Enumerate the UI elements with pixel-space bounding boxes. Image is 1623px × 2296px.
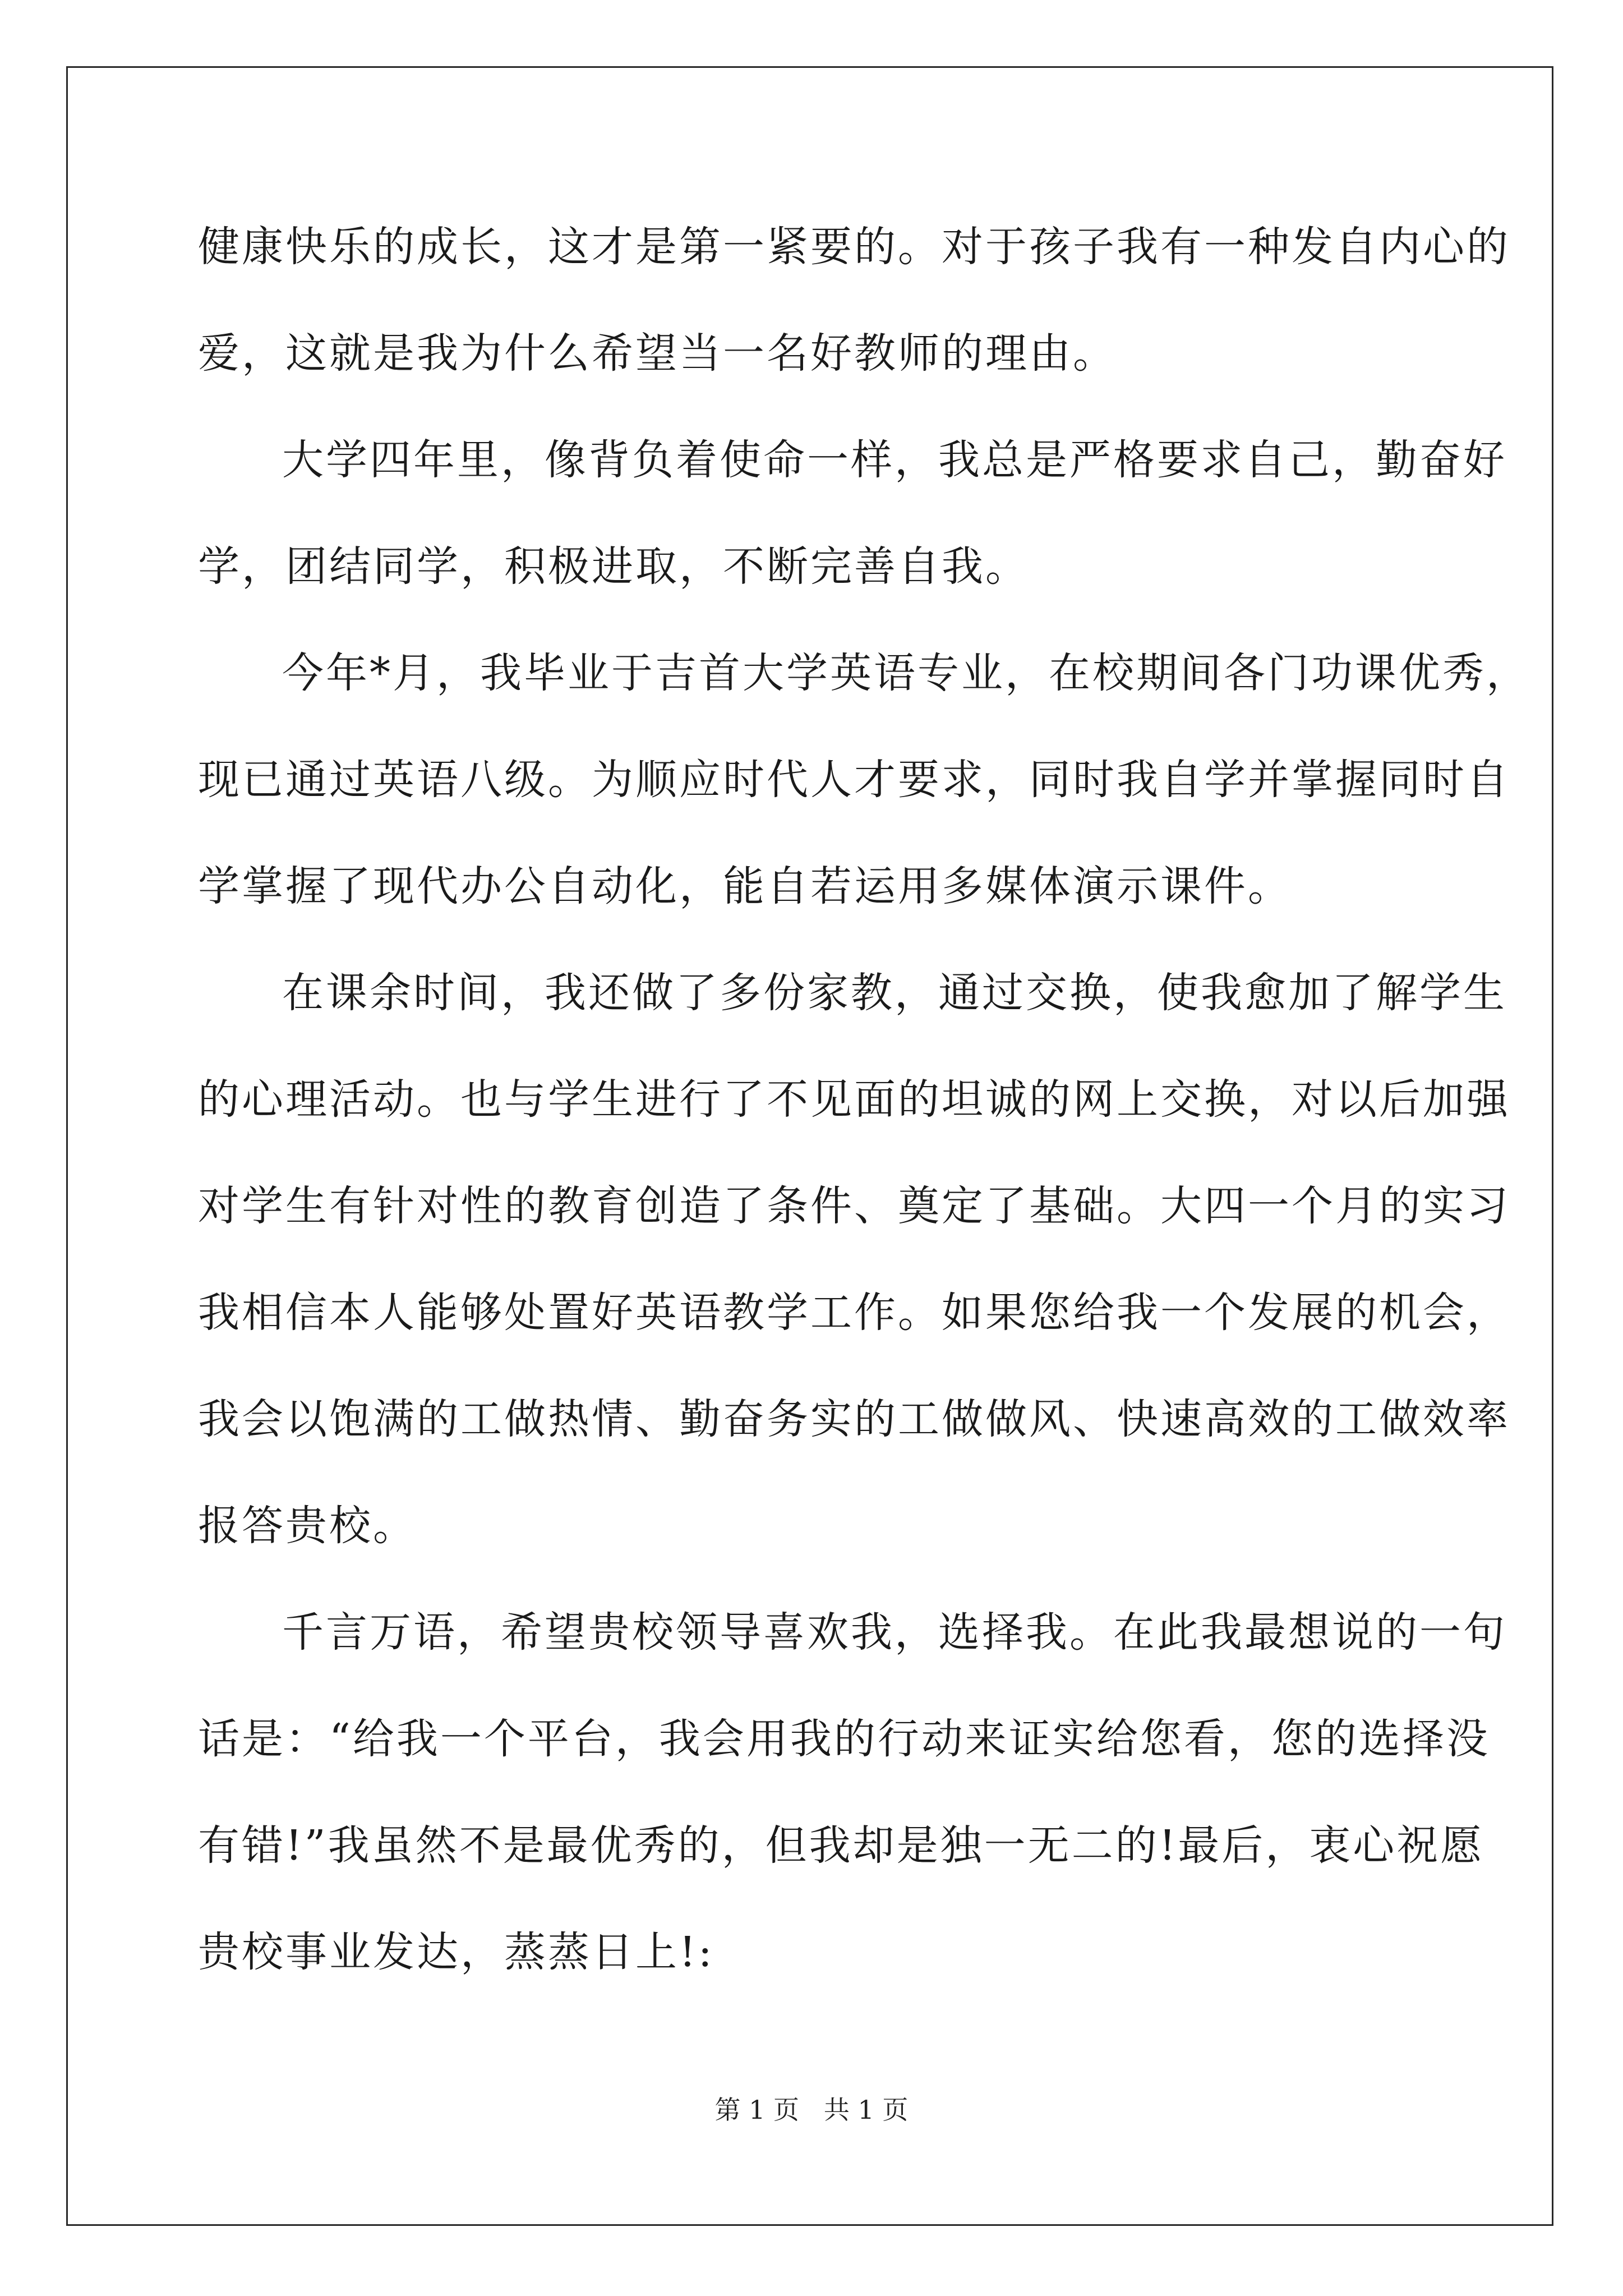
text-line: 在课余时间，我还做了多份家教，通过交换，使我愈加了解学生 xyxy=(282,969,1507,1017)
text-line: 现已通过英语八级。为顺应时代人才要求，同时我自学并掌握同时自 xyxy=(198,756,1510,804)
text-line: 学掌握了现代办公自动化，能自若运用多媒体演示课件。 xyxy=(198,862,1292,910)
text-line: 话是：“给我一个平台，我会用我的行动来证实给您看，您的选择没 xyxy=(198,1715,1490,1763)
text-line: 有错!”我虽然不是最优秀的，但我却是独一无二的!最后，衷心祝愿 xyxy=(198,1821,1484,1870)
text-line: 大学四年里，像背负着使命一样，我总是严格要求自己，勤奋好 xyxy=(282,436,1507,484)
text-line: 报答贵校。 xyxy=(198,1502,417,1550)
text-line: 对学生有针对性的教育创造了条件、奠定了基础。大四一个月的实习 xyxy=(198,1182,1510,1230)
text-line: 千言万语，希望贵校领导喜欢我，选择我。在此我最想说的一句 xyxy=(282,1608,1507,1657)
text-line: 贵校事业发达，蒸蒸日上!: xyxy=(198,1928,714,1976)
document-body xyxy=(198,216,1530,2028)
text-line: 爱，这就是我为什么希望当一名好教师的理由。 xyxy=(198,329,1117,378)
text-line: 我相信本人能够处置好英语教学工作。如果您给我一个发展的机会， xyxy=(198,1289,1510,1337)
text-line: 今年*月，我毕业于吉首大学英语专业，在校期间各门功课优秀， xyxy=(282,649,1530,697)
text-line: 健康快乐的成长，这才是第一紧要的。对于孩子我有一种发自内心的 xyxy=(198,223,1510,271)
page-footer: 第 1 页 共 1 页 xyxy=(714,2095,909,2125)
text-line: 的心理活动。也与学生进行了不见面的坦诚的网上交换，对以后加强 xyxy=(198,1075,1510,1124)
text-line: 我会以饱满的工做热情、勤奋务实的工做做风、快速高效的工做效率 xyxy=(198,1395,1510,1443)
text-line: 学，团结同学，积极进取，不断完善自我。 xyxy=(198,542,1029,591)
